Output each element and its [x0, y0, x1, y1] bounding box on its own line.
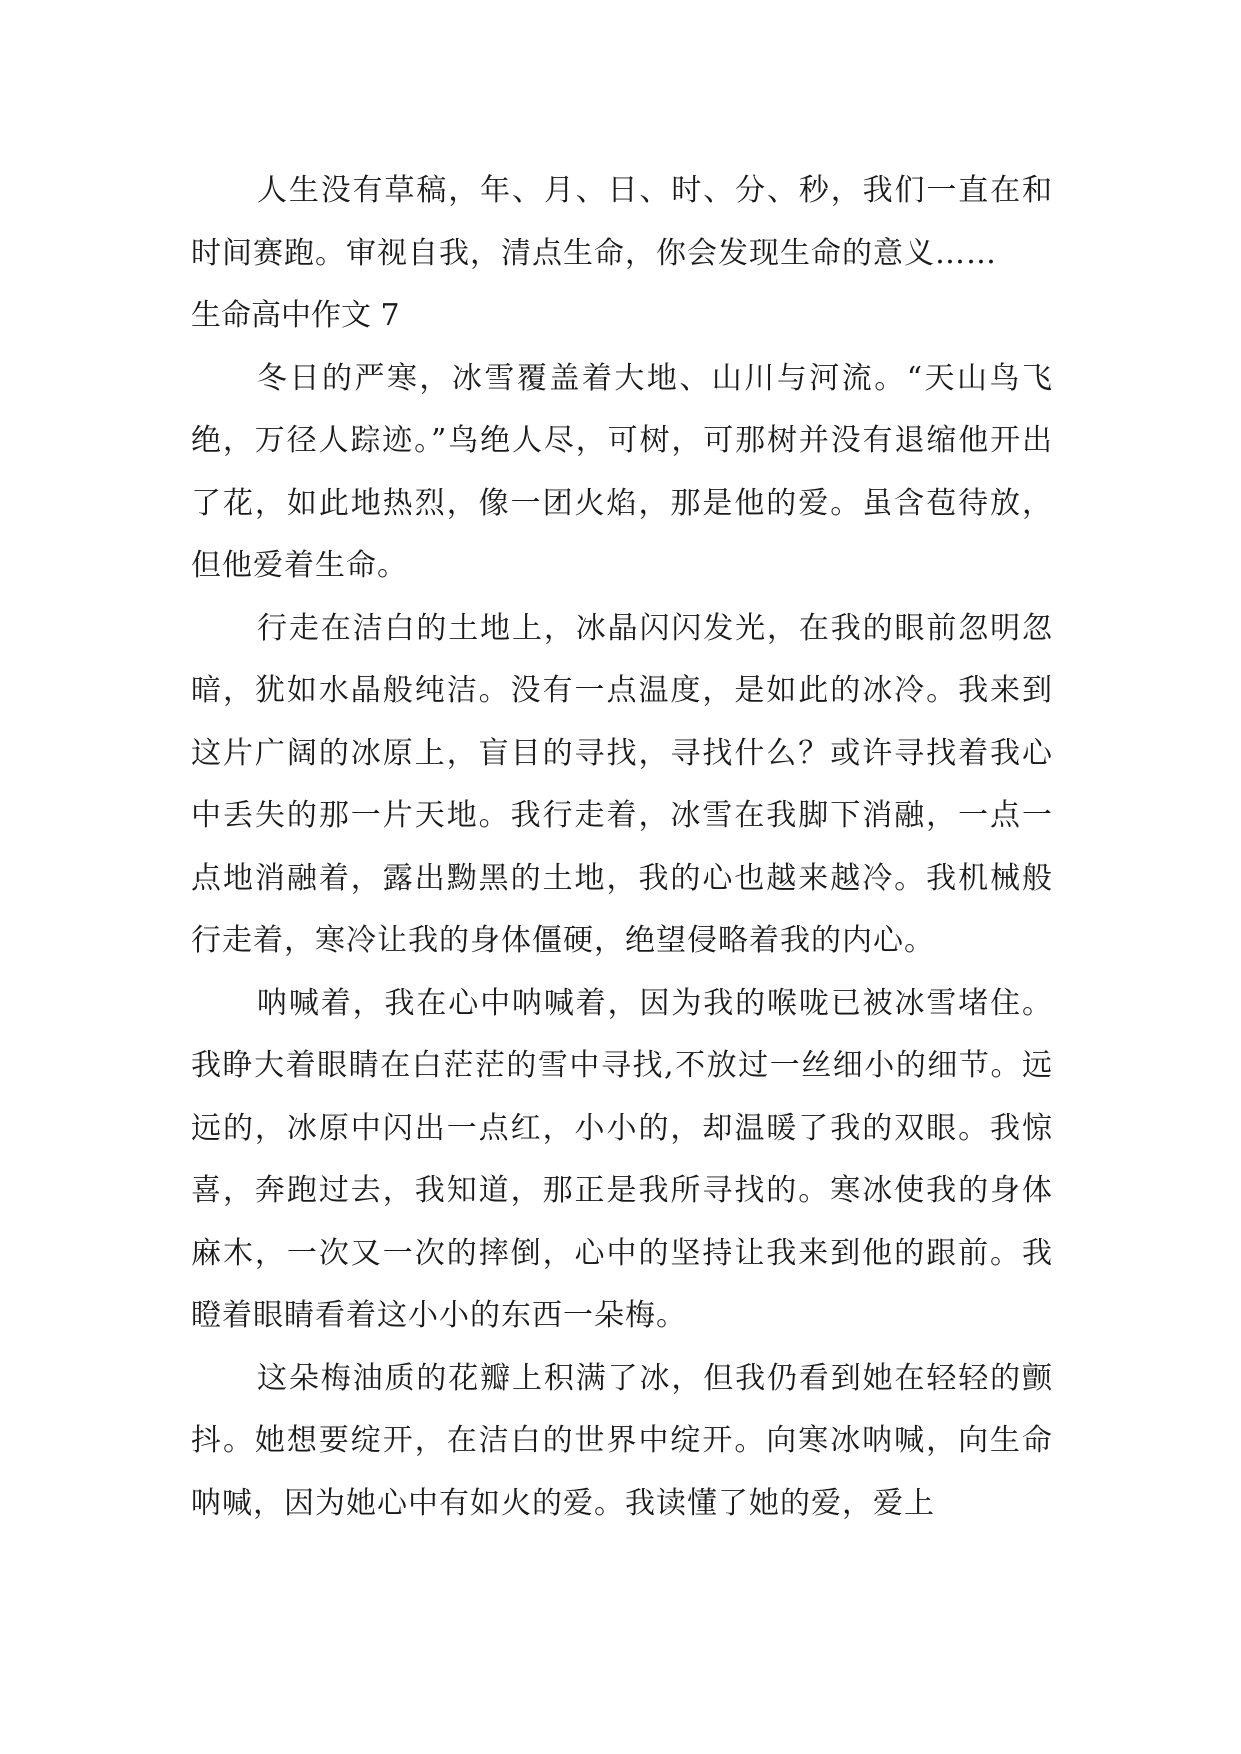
document-body	[191, 160, 1053, 1535]
section-heading: 生命高中作文 7	[191, 298, 400, 333]
paragraph-winter: 冬日的严寒，冰雪覆盖着大地、山川与河流。“天山鸟飞绝，万径人踪迹。”鸟绝人尽，可树，可那树并没有退缩他开出了花，如此地热烈，像一团火焰，那是他的爱。虽含苞待放，但他爱着生命。	[191, 360, 1053, 583]
paragraph-walking: 行走在洁白的土地上，冰晶闪闪发光，在我的眼前忽明忽暗，犹如水晶般纯洁。没有一点温度，是如此的冰冷。我来到这片广阔的冰原上，盲目的寻找，寻找什么？或许寻找着我心中丢失的那一片天地。我行走着，冰雪在我脚下消融，一点一点地消融着，露出黝黑的土地，我的心也越来越冷。我机械般行走着，寒冷让我的身体僵硬，绝望侵略着我的内心。	[191, 610, 1053, 958]
paragraph-shouting: 呐喊着，我在心中呐喊着，因为我的喉咙已被冰雪堵住。我睁大着眼睛在白茫茫的雪中寻找,不放过一丝细小的细节。远远的，冰原中闪出一点红，小小的，却温暖了我的双眼。我惊喜，奔跑过去，我知道，那正是我所寻找的。寒冰使我的身体麻木，一次又一次的摔倒，心中的坚持让我来到他的跟前。我瞪着眼睛看着这小小的东西一朵梅。	[191, 985, 1053, 1333]
paragraph-intro-ending: 人生没有草稿，年、月、日、时、分、秒，我们一直在和时间赛跑。审视自我，清点生命，你会发现生命的意义……	[191, 173, 1053, 271]
paragraph-plum: 这朵梅油质的花瓣上积满了冰，但我仍看到她在轻轻的颤抖。她想要绽开，在洁白的世界中绽开。向寒冰呐喊，向生命呐喊，因为她心中有如火的爱。我读懂了她的爱，爱上	[191, 1360, 1053, 1521]
